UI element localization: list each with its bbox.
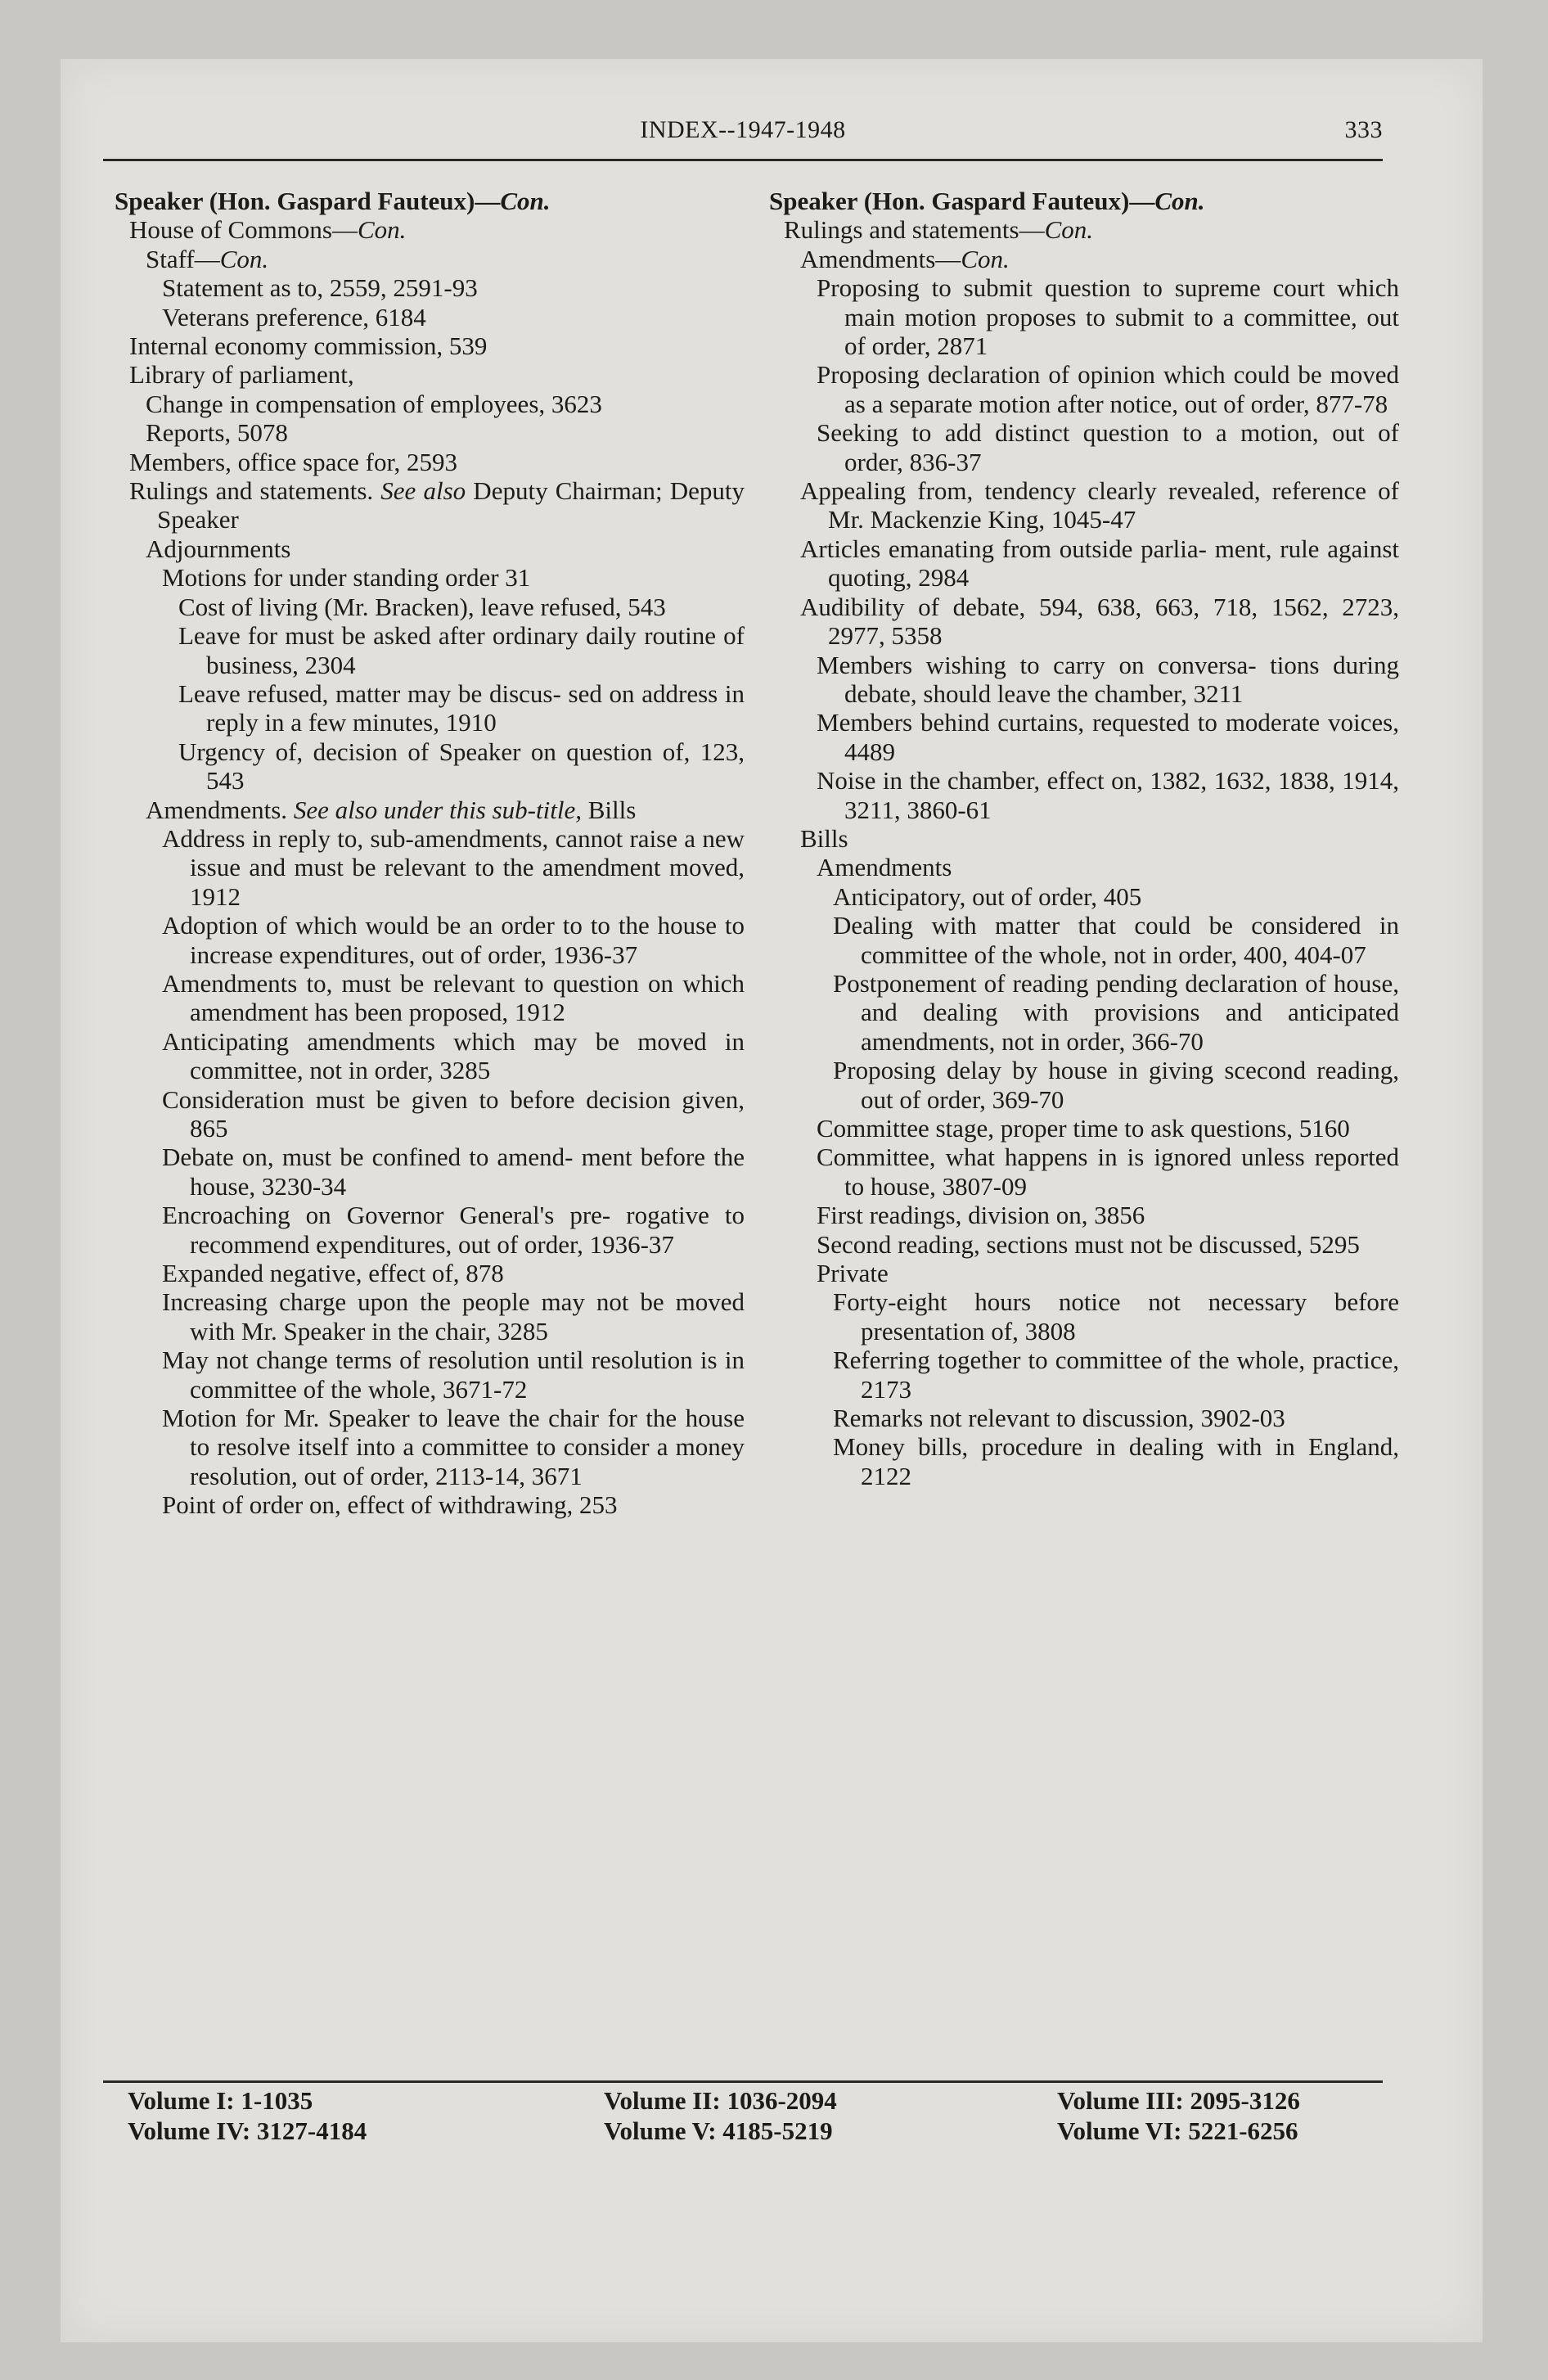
index-entry: Proposing to submit question to supreme court which main motion proposes to submit to a committee, out of order, 2871 xyxy=(817,273,1399,361)
index-entry: Proposing delay by house in giving scecond reading, out of order, 369-70 xyxy=(833,1056,1400,1114)
index-entry: Consideration must be given to before decision given, 865 xyxy=(162,1084,745,1143)
index-entry: Reports, 5078 xyxy=(146,418,288,448)
index-entry: Members, office space for, 2593 xyxy=(129,447,458,476)
index-entry: Committee, what happens in is ignored unless reported to house, 3807-09 xyxy=(817,1143,1400,1201)
index-heading: Speaker (Hon. Gaspard Fauteux)—Con. xyxy=(115,187,551,215)
index-entry: Debate on, must be confined to amend- ment before the house, 3230-34 xyxy=(162,1143,745,1201)
index-entry: Veterans preference, 6184 xyxy=(162,302,426,331)
footer-rule xyxy=(103,2080,1383,2083)
index-entry: Encroaching on Governor General's pre- rogative to recommend expenditures, out of order, 1936-37 xyxy=(162,1201,745,1259)
volume-6: Volume VI: 5221-6256 xyxy=(1057,2116,1298,2145)
running-header xyxy=(103,111,1383,152)
index-entry: House of Commons—Con. xyxy=(129,215,407,245)
index-entry: Appealing from, tendency clearly revealed, reference of Mr. Mackenzie King, 1045-47 xyxy=(800,476,1399,534)
index-entry: Amendments—Con. xyxy=(800,244,1010,273)
index-entry: Increasing charge upon the people may not be moved with Mr. Speaker in the chair, 3285 xyxy=(162,1287,745,1346)
index-entry: Members wishing to carry on conversa- tions during debate, should leave the chamber, 3211 xyxy=(817,650,1400,708)
index-entry: Rulings and statements—Con. xyxy=(784,215,1094,245)
index-entry: Internal economy commission, 539 xyxy=(129,331,488,361)
index-entry: Dealing with matter that could be considered in committee of the whole, not in order, 400, 404-07 xyxy=(833,911,1400,969)
index-entry: Urgency of, decision of Speaker on question of, 123, 543 xyxy=(178,737,745,796)
index-entry: Anticipatory, out of order, 405 xyxy=(833,881,1142,911)
index-entry: Articles emanating from outside parlia- ment, rule against quoting, 2984 xyxy=(800,534,1400,593)
index-entry: Money bills, procedure in dealing with in England, 2122 xyxy=(833,1432,1400,1490)
header-title: INDEX--1947-1948 xyxy=(640,116,846,143)
index-entry: Statement as to, 2559, 2591-93 xyxy=(162,273,478,303)
index-entry: Proposing declaration of opinion which could be moved as a separate motion after notice, out of order, 877-78 xyxy=(817,360,1400,418)
volume-1: Volume I: 1-1035 xyxy=(128,2086,313,2115)
index-entry: First readings, division on, 3856 xyxy=(817,1201,1145,1230)
index-entry: Cost of living (Mr. Bracken), leave refused, 543 xyxy=(178,592,666,621)
index-entry: Amendments. See also under this sub-title, Bills xyxy=(146,795,637,824)
index-entry: May not change terms of resolution until resolution is in committee of the whole, 3671-72 xyxy=(162,1346,745,1404)
index-entry: Expanded negative, effect of, 878 xyxy=(162,1259,504,1288)
header-rule xyxy=(103,159,1383,161)
volume-5: Volume V: 4185-5219 xyxy=(604,2116,833,2145)
index-entry: Bills xyxy=(800,823,848,853)
index-entry: Postponement of reading pending declaration of house, and dealing with provisions and anticipated amendments, not in order, 366-70 xyxy=(833,968,1399,1056)
index-column-right xyxy=(769,187,1399,1490)
index-entry: Audibility of debate, 594, 638, 663, 718, 1562, 2723, 2977, 5358 xyxy=(800,592,1400,651)
index-entry: Forty-eight hours notice not necessary before presentation of, 3808 xyxy=(833,1287,1400,1346)
index-entry: Private xyxy=(817,1259,889,1288)
index-entry: Rulings and statements. See also Deputy Chairman; Deputy Speaker xyxy=(129,476,745,534)
index-entry: Noise in the chamber, effect on, 1382, 1632, 1838, 1914, 3211, 3860-61 xyxy=(817,766,1400,824)
index-entry: Amendments to, must be relevant to question on which amendment has been proposed, 1912 xyxy=(162,968,745,1027)
volume-4: Volume IV: 3127-4184 xyxy=(128,2116,367,2145)
index-entry: Adjournments xyxy=(146,534,291,563)
index-entry: Motions for under standing order 31 xyxy=(162,563,531,593)
index-entry: Amendments xyxy=(817,853,952,882)
volume-3: Volume III: 2095-3126 xyxy=(1057,2086,1300,2115)
index-entry: Change in compensation of employees, 3623 xyxy=(146,389,602,418)
index-entry: Members behind curtains, requested to moderate voices, 4489 xyxy=(817,708,1399,766)
index-entry: Point of order on, effect of withdrawing, 253 xyxy=(162,1490,618,1520)
page-number: 333 xyxy=(1344,116,1383,143)
index-entry: Motion for Mr. Speaker to leave the chair for the house to resolve itself into a committee to consider a money resolution, out of order, 2113-14, 3671 xyxy=(162,1404,745,1490)
index-heading: Speaker (Hon. Gaspard Fauteux)—Con. xyxy=(769,187,1205,215)
index-entry: Staff—Con. xyxy=(146,244,269,273)
index-entry: Adoption of which would be an order to to the house to increase expenditures, out of order, 1936-37 xyxy=(162,911,745,969)
index-entry: Seeking to add distinct question to a motion, out of order, 836-37 xyxy=(817,418,1399,476)
index-entry: Committee stage, proper time to ask questions, 5160 xyxy=(817,1114,1350,1143)
index-entry: Leave refused, matter may be discus- sed on address in reply in a few minutes, 1910 xyxy=(178,678,745,737)
volume-2: Volume II: 1036-2094 xyxy=(604,2086,837,2115)
index-entry: Second reading, sections must not be discussed, 5295 xyxy=(817,1229,1360,1259)
index-entry: Library of parliament, xyxy=(129,360,354,390)
index-entry: Remarks not relevant to discussion, 3902-03 xyxy=(833,1404,1285,1433)
index-entry: Address in reply to, sub-amendments, cannot raise a new issue and must be relevant to the amendment moved, 1912 xyxy=(162,823,745,911)
index-entry: Leave for must be asked after ordinary daily routine of business, 2304 xyxy=(178,621,745,679)
index-entry: Anticipating amendments which may be moved in committee, not in order, 3285 xyxy=(162,1026,745,1085)
index-entry: Referring together to committee of the whole, practice, 2173 xyxy=(833,1346,1399,1404)
index-column-left xyxy=(115,187,745,1520)
